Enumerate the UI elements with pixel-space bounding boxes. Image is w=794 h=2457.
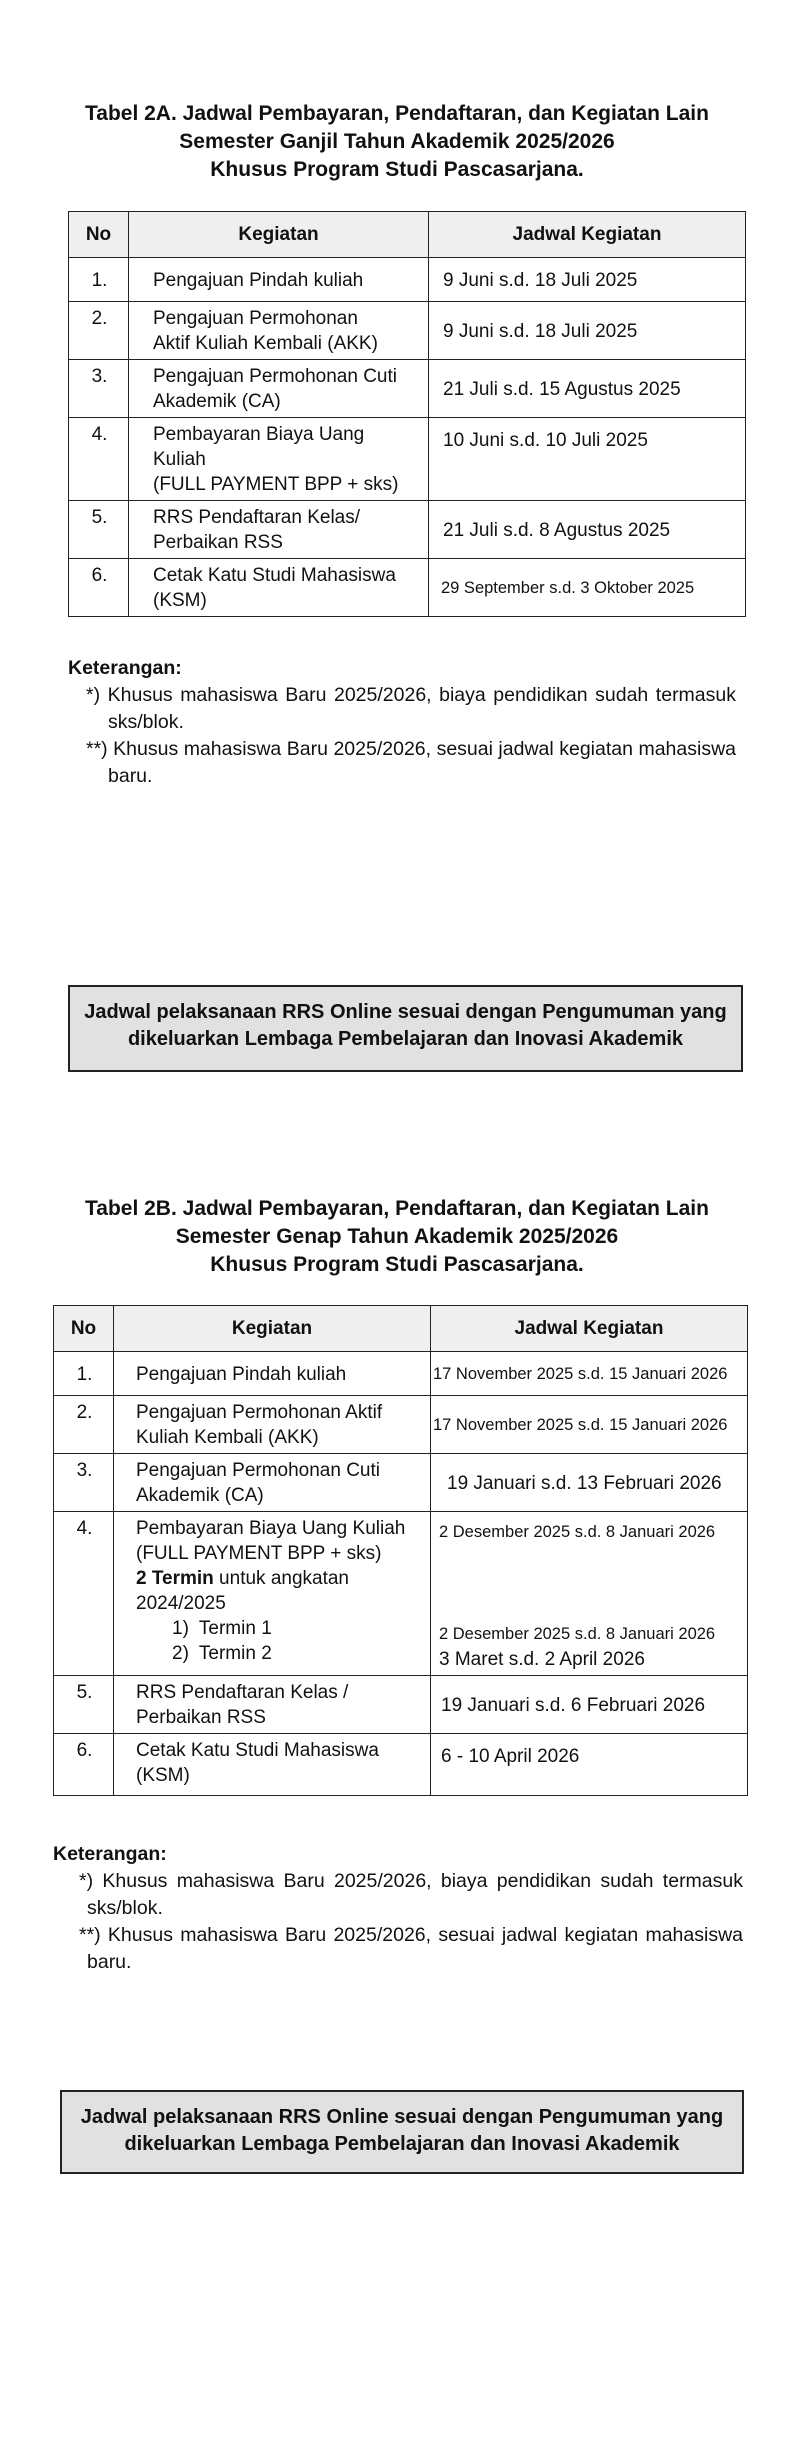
schedule-full-payment: 2 Desember 2025 s.d. 8 Januari 2026 [439,1523,716,1541]
row-activity [129,559,429,617]
termin-2-number: 2) [172,1643,189,1664]
row-schedule: 10 Juni s.d. 10 Juli 2025 [429,418,746,501]
activity-line: Pengajuan Pindah kuliah [153,269,364,291]
table-row [69,501,746,559]
table-b-banner [60,2090,744,2174]
activity-line: Pengajuan Permohonan Cuti [136,1460,381,1481]
row-no: 4. [69,418,129,501]
activity-line: (KSM) [136,1765,190,1786]
activity-line: (KSM) [153,590,207,611]
table-a-title-line-1: Tabel 2A. Jadwal Pembayaran, Pendaftaran, dan Kegiatan Lain [85,102,709,125]
table-b [53,1305,748,1796]
activity-line: Perbaikan RSS [136,1707,266,1728]
activity-line: Pengajuan Permohonan Cuti [153,366,398,387]
table-b-notes [53,1841,743,1976]
table-row [54,1676,748,1734]
row-activity [129,501,429,559]
table-row [54,1352,748,1396]
activity-line: Cetak Katu Studi Mahasiswa [153,565,396,586]
banner-line-2: dikeluarkan Lembaga Pembelajaran dan Inovasi Akademik [124,2133,680,2155]
activity-line: Pengajuan Permohonan Aktif [136,1402,383,1423]
header-activity: Kegiatan [129,212,429,258]
activity-line: RRS Pendaftaran Kelas/ [153,507,361,528]
table-b-title-line-2: Semester Genap Tahun Akademik 2025/2026 [175,1225,619,1248]
row-schedule: 19 Januari s.d. 13 Februari 2026 [431,1454,748,1512]
termin-2 [136,1641,424,1666]
activity-line: (FULL PAYMENT BPP + sks) [153,474,399,495]
note-item: *) Khusus mahasiswa Baru 2025/2026, biaya pendidikan sudah termasuk sks/blok. [86,684,736,733]
activity-line: Akademik (CA) [136,1485,264,1506]
table-row [54,1734,748,1796]
row-schedule: 17 November 2025 s.d. 15 Januari 2026 [431,1352,748,1396]
header-schedule: Jadwal Kegiatan [429,212,746,258]
row-no: 2. [69,302,129,360]
table-row [69,360,746,418]
header-no: No [69,212,129,258]
table-a [68,211,746,617]
termin-rest: untuk angkatan [213,1568,349,1589]
activity-line [136,1566,424,1591]
table-a-title-line-3: Khusus Program Studi Pascasarjana. [210,158,584,181]
row-schedule: 21 Juli s.d. 8 Agustus 2025 [429,501,746,559]
row-activity [129,418,429,501]
activity-line: 2024/2025 [136,1593,226,1614]
row-no: 1. [54,1352,114,1396]
row-no: 3. [69,360,129,418]
row-activity [129,258,429,302]
table-a-notes [68,655,736,790]
activity-line: Perbaikan RSS [153,532,283,553]
activity-line: Pembayaran Biaya Uang Kuliah [136,1518,406,1539]
row-no: 6. [54,1734,114,1796]
table-b-header-row [54,1306,748,1352]
header-schedule: Jadwal Kegiatan [431,1306,748,1352]
termin-1-number: 1) [172,1618,189,1639]
termin-2-label: Termin 2 [198,1643,272,1664]
note-item: **) Khusus mahasiswa Baru 2025/2026, sesuai jadwal kegiatan mahasiswa baru. [79,1924,743,1973]
row-schedule: 9 Juni s.d. 18 Juli 2025 [429,302,746,360]
note-item: *) Khusus mahasiswa Baru 2025/2026, biaya pendidikan sudah termasuk sks/blok. [79,1870,743,1919]
activity-line: Aktif Kuliah Kembali (AKK) [153,333,378,354]
activity-line: Cetak Katu Studi Mahasiswa [136,1740,379,1761]
table-b-title-line-3: Khusus Program Studi Pascasarjana. [210,1253,584,1276]
table-row [69,418,746,501]
row-activity [114,1454,431,1512]
schedule-termin-2: 3 Maret s.d. 2 April 2026 [439,1649,645,1670]
header-activity: Kegiatan [114,1306,431,1352]
row-activity [129,302,429,360]
table-a-title [0,100,794,184]
table-b-title-line-1: Tabel 2B. Jadwal Pembayaran, Pendaftaran, dan Kegiatan Lain [85,1197,709,1220]
row-no: 4. [54,1512,114,1676]
table-row [69,302,746,360]
table-row [69,258,746,302]
row-no: 5. [54,1676,114,1734]
note-item: **) Khusus mahasiswa Baru 2025/2026, sesuai jadwal kegiatan mahasiswa baru. [86,738,736,787]
row-activity [114,1512,431,1676]
row-schedule: 9 Juni s.d. 18 Juli 2025 [429,258,746,302]
activity-line: Akademik (CA) [153,391,281,412]
table-row [54,1396,748,1454]
row-no: 6. [69,559,129,617]
termin-1-label: Termin 1 [198,1618,272,1639]
table-row [69,559,746,617]
schedule-termin-1: 2 Desember 2025 s.d. 8 Januari 2026 [439,1625,716,1643]
row-activity [114,1676,431,1734]
row-activity [114,1352,431,1396]
table-row [54,1512,748,1676]
row-no: 5. [69,501,129,559]
row-schedule: 19 Januari s.d. 6 Februari 2026 [431,1676,748,1734]
banner-line-1: Jadwal pelaksanaan RRS Online sesuai dengan Pengumuman yang [84,1001,727,1023]
row-schedule: 6 - 10 April 2026 [431,1734,748,1796]
row-no: 2. [54,1396,114,1454]
row-activity [129,360,429,418]
table-a-title-line-2: Semester Ganjil Tahun Akademik 2025/2026 [179,130,615,153]
banner-line-1: Jadwal pelaksanaan RRS Online sesuai dengan Pengumuman yang [80,2106,724,2128]
notes-heading: Keterangan: [53,1843,167,1865]
activity-line: (FULL PAYMENT BPP + sks) [136,1543,382,1564]
activity-line: Kuliah [153,449,206,470]
activity-line: Pengajuan Permohonan [153,308,358,329]
notes-heading: Keterangan: [68,657,182,679]
table-b-title [0,1195,794,1279]
activity-line: Kuliah Kembali (AKK) [136,1427,319,1448]
banner-line-2: dikeluarkan Lembaga Pembelajaran dan Inovasi Akademik [127,1028,684,1050]
activity-line: RRS Pendaftaran Kelas / [136,1682,349,1703]
table-a-header-row [69,212,746,258]
activity-line: Pengajuan Pindah kuliah [136,1363,347,1385]
activity-line: Pembayaran Biaya Uang [153,424,365,445]
row-no: 3. [54,1454,114,1512]
termin-1 [136,1616,424,1641]
row-no: 1. [69,258,129,302]
row-activity [114,1734,431,1796]
row-activity [114,1396,431,1454]
row-schedule [431,1512,748,1676]
header-no: No [54,1306,114,1352]
row-schedule: 17 November 2025 s.d. 15 Januari 2026 [431,1396,748,1454]
row-schedule: 29 September s.d. 3 Oktober 2025 [429,559,746,617]
row-schedule: 21 Juli s.d. 15 Agustus 2025 [429,360,746,418]
table-a-banner [68,985,743,1072]
table-row [54,1454,748,1512]
termin-bold: 2 Termin [136,1568,214,1589]
